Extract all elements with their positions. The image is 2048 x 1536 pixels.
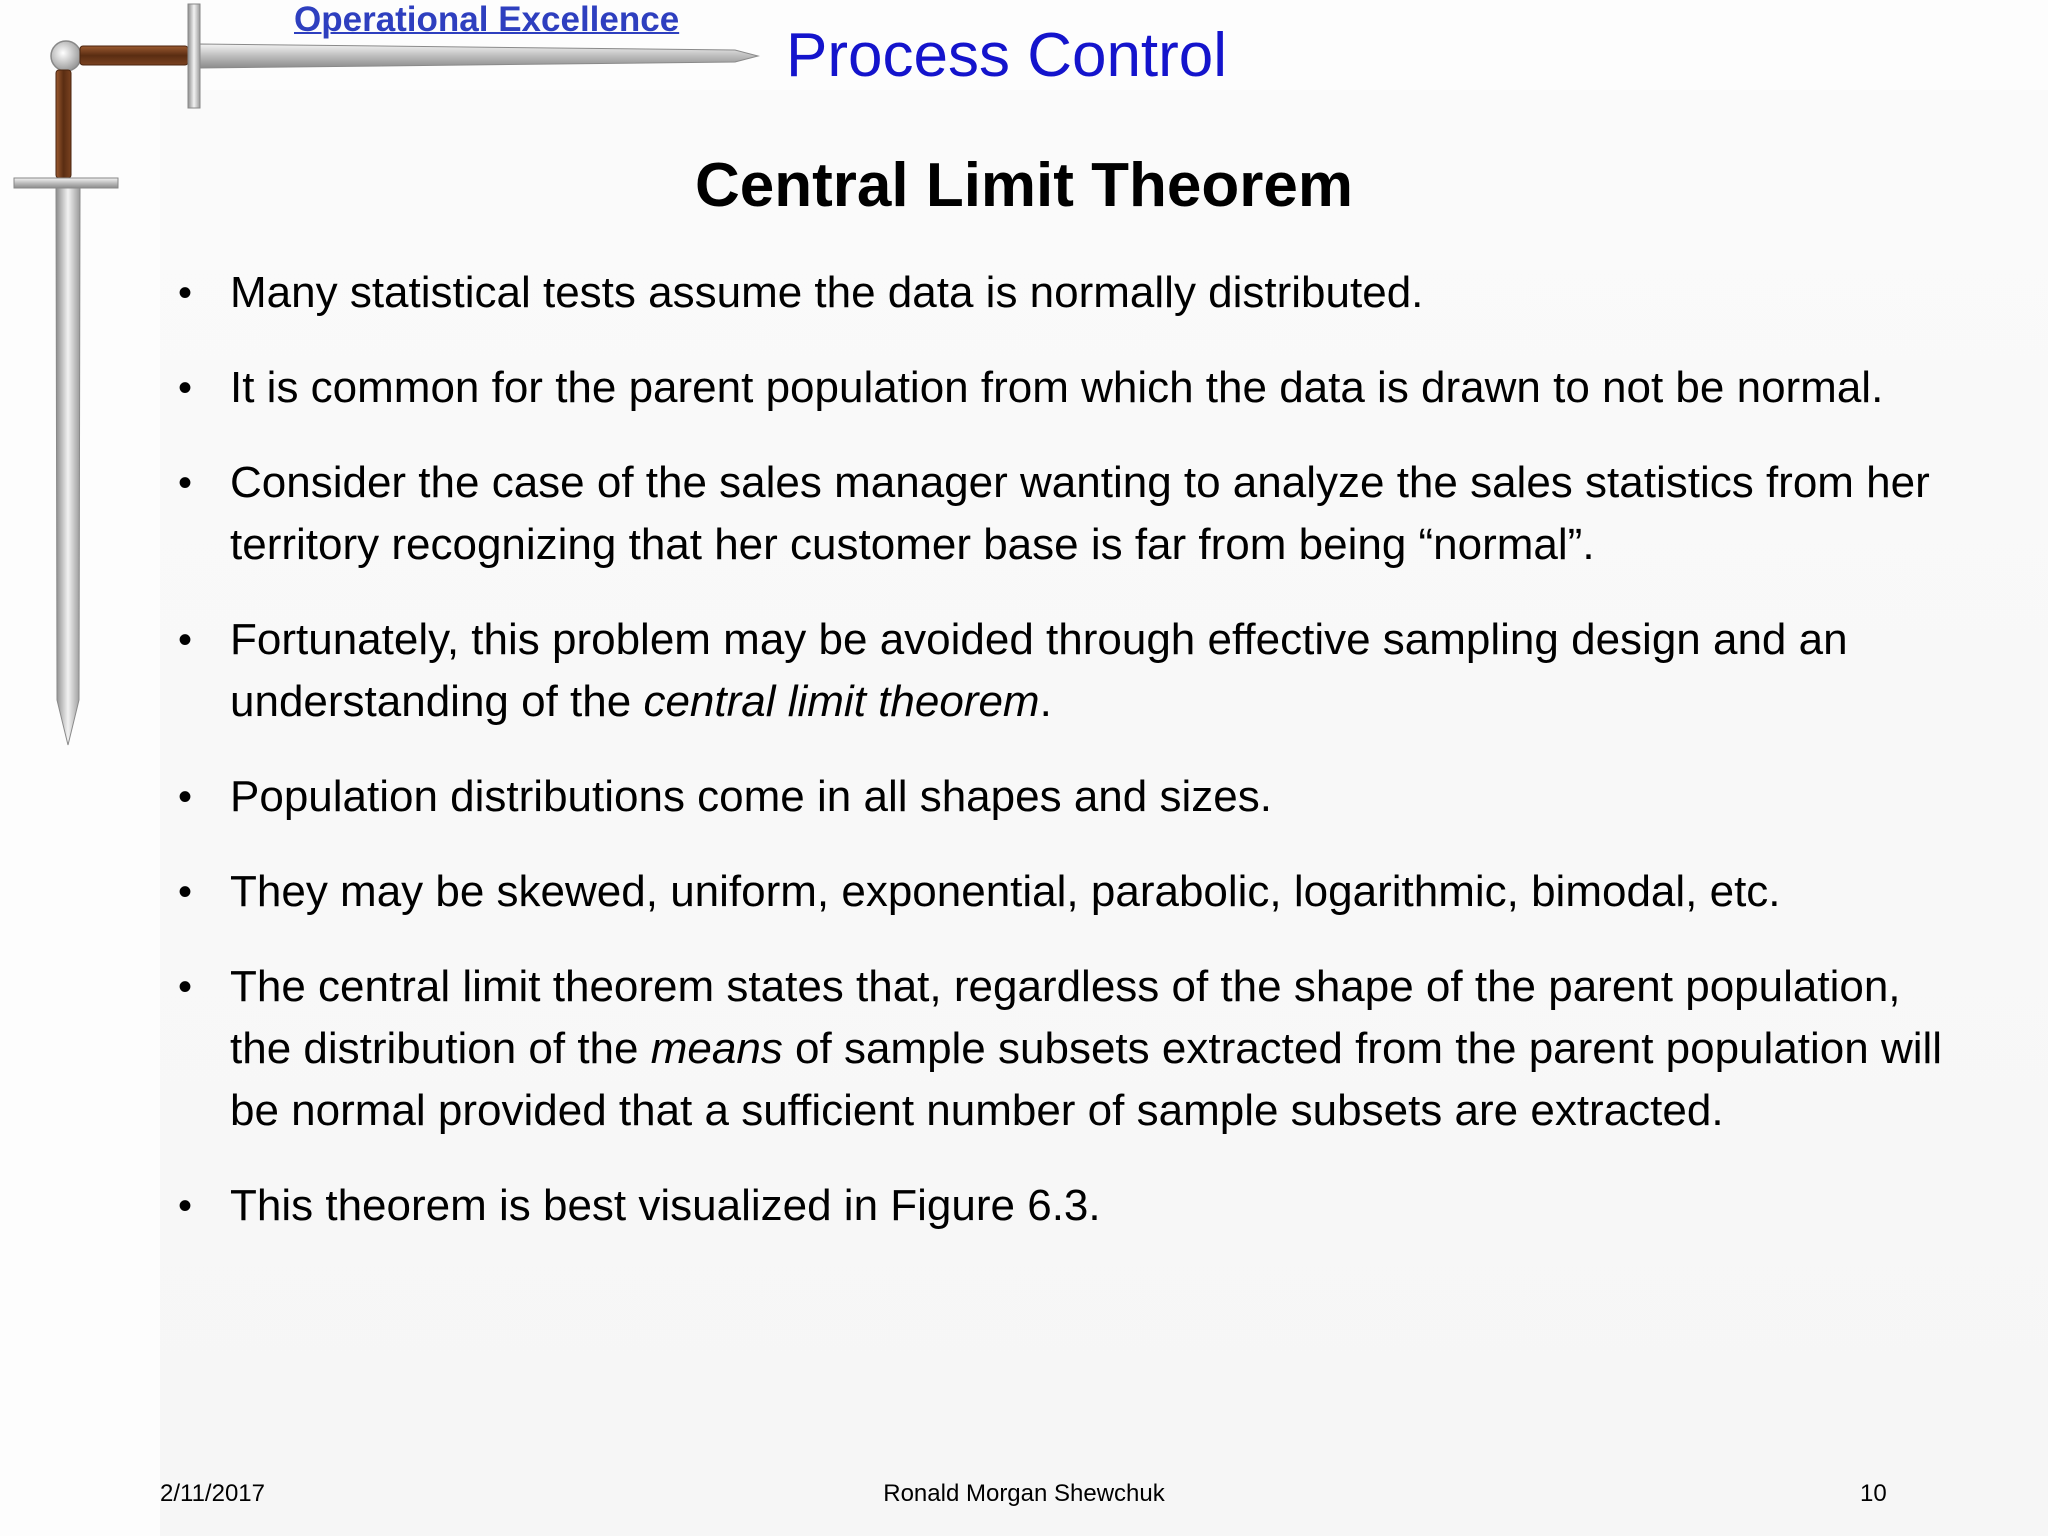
section-title: Process Control bbox=[786, 21, 1228, 90]
bullet-item bbox=[170, 609, 1970, 733]
bullet-text: of sample subsets extracted from the parent population will be normal provided that a sufficient number of sample subsets are extracted. bbox=[230, 1024, 1943, 1135]
bullet-text: . bbox=[1039, 677, 1052, 726]
footer-author: Ronald Morgan Shewchuk bbox=[883, 1480, 1165, 1507]
bullet-text: Fortunately, this problem may be avoided through effective sampling design and an understanding of the bbox=[230, 615, 1848, 726]
bullet-item: • Population distributions come in all shapes and sizes. bbox=[170, 766, 1970, 828]
bullet-item: • Consider the case of the sales manager wanting to analyze the sales statistics from her territory recognizing that her customer base is far from being “normal”. bbox=[170, 452, 1970, 576]
bullet-item: • They may be skewed, uniform, exponential, parabolic, logarithmic, bimodal, etc. bbox=[170, 861, 1970, 923]
bullet-list bbox=[170, 262, 1970, 1270]
emphasis-text: central limit theorem bbox=[643, 677, 1040, 726]
page-number: 10 bbox=[1860, 1480, 1887, 1507]
slide-title bbox=[0, 150, 2048, 221]
emphasis-text: means bbox=[650, 1024, 783, 1073]
bullet-text: The central limit theorem states that, regardless of the shape of the parent population, the distribution of the bbox=[230, 962, 1901, 1073]
brand-label: Operational Excellence bbox=[294, 0, 680, 39]
bullet-item: • Many statistical tests assume the data is normally distributed. bbox=[170, 262, 1970, 324]
bullet-item: • This theorem is best visualized in Figure 6.3. bbox=[170, 1175, 1970, 1237]
slide-title-text: Central Limit Theorem bbox=[695, 151, 1353, 220]
footer-date: 2/11/2017 bbox=[160, 1480, 265, 1507]
bullet-item bbox=[170, 956, 1970, 1142]
bullet-item: • It is common for the parent population from which the data is drawn to not be normal. bbox=[170, 357, 1970, 419]
